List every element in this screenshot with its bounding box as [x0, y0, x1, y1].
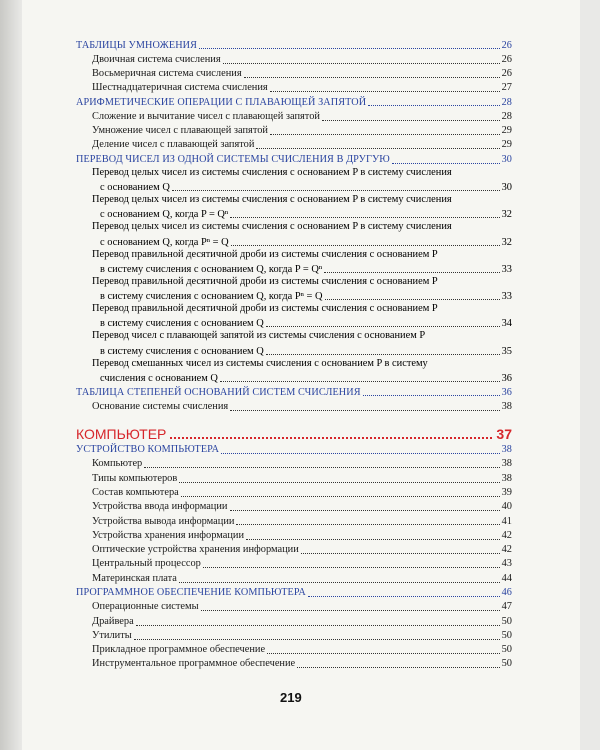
- toc-item: [76, 656, 512, 670]
- toc-page-number: 43: [501, 558, 512, 570]
- toc-item: [76, 485, 512, 499]
- toc-entry-title-line1: Перевод правильной десятичной дроби из системы счисления с основанием P: [92, 248, 438, 260]
- toc-item: [76, 613, 512, 627]
- toc-page-number: 26: [501, 53, 512, 65]
- toc-entry-title: Состав компьютера: [92, 486, 179, 498]
- toc-entry-title: ТАБЛИЦЫ УМНОЖЕНИЯ: [76, 39, 198, 51]
- toc-page-number: 50: [501, 629, 512, 641]
- toc-item: [76, 123, 512, 137]
- toc-item: [76, 80, 512, 94]
- toc-entry-title: Инструментальное программное обеспечение: [92, 658, 296, 670]
- toc-page-number: 26: [501, 67, 512, 79]
- toc-page-number: 32: [501, 236, 512, 248]
- toc-entry-title: Материнская плата: [92, 572, 177, 584]
- leader-dots: [322, 120, 500, 121]
- leader-dots: [179, 582, 500, 583]
- leader-dots: [179, 482, 499, 483]
- toc-entry-title-line2: с основанием Q: [100, 181, 170, 193]
- toc-page-number: 40: [501, 501, 512, 513]
- toc-item: [76, 570, 512, 584]
- leader-dots: [301, 553, 500, 554]
- toc-entry-title-line2: счисления с основанием Q: [100, 373, 218, 385]
- toc-item: [76, 137, 512, 151]
- toc-entry-title: Устройства ввода информации: [92, 501, 228, 513]
- toc-entry-title: ПЕРЕВОД ЧИСЕЛ ИЗ ОДНОЙ СИСТЕМЫ СЧИСЛЕНИЯ В ДРУГУЮ: [76, 153, 390, 165]
- leader-dots: [170, 437, 492, 439]
- leader-dots: [144, 467, 499, 468]
- toc-entry-title-line2: в систему счисления с основанием Q, когда Pⁿ = Q: [100, 291, 323, 303]
- leader-dots: [181, 496, 500, 497]
- toc-page-number: 33: [501, 263, 512, 275]
- chapter-title: КОМПЬЮТЕР: [76, 425, 167, 442]
- toc-entry-title-line1: Перевод целых чисел из системы счисления с основанием P в систему счисления: [92, 166, 452, 178]
- toc-item: [76, 275, 512, 302]
- toc-entry-title-line1: Перевод чисел с плавающей запятой из системы счисления с основанием P: [92, 330, 426, 342]
- toc-section-multiplication-tables: [76, 37, 512, 51]
- toc-entry-title: АРИФМЕТИЧЕСКИЕ ОПЕРАЦИИ С ПЛАВАЮЩЕЙ ЗАПЯТОЙ: [76, 96, 367, 108]
- toc-item: [76, 599, 512, 613]
- toc-page-number: 50: [501, 615, 512, 627]
- leader-dots: [230, 510, 500, 511]
- table-of-contents: [76, 37, 512, 670]
- leader-dots: [203, 567, 500, 568]
- leader-dots: [230, 410, 499, 411]
- toc-entry-title-line2: в систему счисления с основанием Q: [100, 345, 264, 357]
- leader-dots: [392, 163, 500, 164]
- toc-entry-title: УСТРОЙСТВО КОМПЬЮТЕРА: [76, 444, 220, 456]
- toc-item: [76, 357, 512, 384]
- toc-entry-title: Сложение и вычитание чисел с плавающей запятой: [92, 110, 320, 122]
- toc-entry-title: ПРОГРАММНОЕ ОБЕСПЕЧЕНИЕ КОМПЬЮТЕРА: [76, 587, 306, 599]
- toc-entry-title-line1: Перевод целых чисел из системы счисления с основанием P в систему счисления: [92, 221, 452, 233]
- toc-item: [76, 193, 512, 220]
- toc-entry-title-line2: в систему счисления с основанием Q, когда P = Qⁿ: [100, 263, 323, 275]
- toc-page-number: 33: [501, 291, 512, 303]
- toc-item: [76, 220, 512, 247]
- toc-section-base-conversion: [76, 151, 512, 165]
- toc-page-number: 28: [501, 110, 512, 122]
- leader-dots: [136, 625, 500, 626]
- toc-section-computer-structure: [76, 442, 512, 456]
- toc-item: [76, 470, 512, 484]
- toc-chapter-computer: [76, 422, 512, 442]
- toc-page-number: 28: [501, 96, 512, 108]
- toc-page-number: 38: [501, 400, 512, 412]
- toc-item: [76, 302, 512, 329]
- toc-item: [76, 628, 512, 642]
- toc-page-number: 38: [501, 444, 512, 456]
- toc-entry-title: Устройства хранения информации: [92, 529, 245, 541]
- toc-section-floating-point: [76, 94, 512, 108]
- toc-entry-title: Основание системы счисления: [92, 400, 229, 412]
- chapter-page-number: 37: [496, 425, 512, 442]
- leader-dots: [221, 453, 500, 454]
- toc-page-number: 36: [501, 386, 512, 398]
- toc-item: [76, 398, 512, 412]
- toc-entry-title-line2: в систему счисления с основанием Q: [100, 318, 264, 330]
- toc-page-number: 26: [501, 39, 512, 51]
- toc-item: [76, 108, 512, 122]
- toc-section-software: [76, 585, 512, 599]
- toc-page-number: 38: [501, 472, 512, 484]
- toc-page-number: 41: [501, 515, 512, 527]
- toc-entry-title: Типы компьютеров: [92, 472, 178, 484]
- toc-page-number: 47: [501, 601, 512, 613]
- book-spine-shadow: [0, 0, 22, 750]
- leader-dots: [270, 91, 500, 92]
- toc-page-number: 38: [501, 458, 512, 470]
- toc-entry-title-line1: Перевод смешанных чисел из системы счисления с основанием P в систему: [92, 357, 428, 369]
- leader-dots: [297, 667, 499, 668]
- leader-dots: [172, 190, 500, 191]
- toc-item: [76, 66, 512, 80]
- leader-dots: [256, 148, 499, 149]
- toc-entry-title: Драйвера: [92, 615, 134, 627]
- toc-item: [76, 248, 512, 275]
- leader-dots: [201, 610, 500, 611]
- toc-item: [76, 456, 512, 470]
- toc-page-number: 46: [501, 587, 512, 599]
- leader-dots: [236, 524, 499, 525]
- toc-page-number: 34: [501, 318, 512, 330]
- toc-page-number: 50: [501, 658, 512, 670]
- toc-entry-title: Прикладное программное обеспечение: [92, 644, 266, 656]
- toc-item: [76, 51, 512, 65]
- toc-page-number: 29: [501, 125, 512, 137]
- toc-entry-title: Шестнадцатеричная система счисления: [92, 82, 268, 94]
- toc-item: [76, 329, 512, 356]
- toc-entry-title: ТАБЛИЦА СТЕПЕНЕЙ ОСНОВАНИЙ СИСТЕМ СЧИСЛЕНИЯ: [76, 386, 361, 398]
- toc-entry-title: Деление чисел с плавающей запятой: [92, 139, 255, 151]
- leader-dots: [363, 395, 500, 396]
- toc-page-number: 30: [501, 181, 512, 193]
- toc-item: [76, 556, 512, 570]
- toc-entry-title-line2: с основанием Q, когда P = Qⁿ: [100, 209, 229, 221]
- toc-entry-title: Оптические устройства хранения информации: [92, 544, 299, 556]
- leader-dots: [266, 326, 500, 327]
- page-number: 219: [280, 690, 302, 705]
- leader-dots: [266, 354, 500, 355]
- toc-entry-title: Компьютер: [92, 458, 143, 470]
- leader-dots: [246, 539, 500, 540]
- leader-dots: [267, 653, 500, 654]
- toc-page-number: 39: [501, 486, 512, 498]
- leader-dots: [270, 134, 500, 135]
- toc-entry-title: Умножение чисел с плавающей запятой: [92, 125, 268, 137]
- toc-entry-title: Двоичная система счисления: [92, 53, 221, 65]
- leader-dots: [231, 245, 500, 246]
- toc-page-number: 36: [501, 373, 512, 385]
- toc-entry-title: Операционные системы: [92, 601, 199, 613]
- leader-dots: [134, 639, 500, 640]
- leader-dots: [244, 77, 500, 78]
- toc-page-number: 32: [501, 209, 512, 221]
- toc-item: [76, 527, 512, 541]
- toc-page-number: 42: [501, 544, 512, 556]
- toc-page-number: 42: [501, 529, 512, 541]
- toc-item: [76, 166, 512, 193]
- toc-page-number: 50: [501, 644, 512, 656]
- leader-dots: [368, 105, 499, 106]
- toc-entry-title: Восьмеричная система счисления: [92, 67, 242, 79]
- toc-item: [76, 642, 512, 656]
- toc-page-number: 44: [501, 572, 512, 584]
- leader-dots: [325, 299, 500, 300]
- leader-dots: [199, 48, 500, 49]
- toc-page-number: 35: [501, 345, 512, 357]
- toc-item: [76, 513, 512, 527]
- toc-entry-title: Центральный процессор: [92, 558, 201, 570]
- toc-item: [76, 542, 512, 556]
- toc-entry-title-line1: Перевод целых чисел из системы счисления с основанием P в систему счисления: [92, 193, 452, 205]
- leader-dots: [223, 63, 500, 64]
- toc-page-number: 27: [501, 82, 512, 94]
- toc-item: [76, 499, 512, 513]
- leader-dots: [220, 381, 500, 382]
- leader-dots: [324, 272, 500, 273]
- toc-page-number: 29: [501, 139, 512, 151]
- leader-dots: [308, 596, 500, 597]
- leader-dots: [230, 217, 499, 218]
- toc-entry-title: Устройства вывода информации: [92, 515, 235, 527]
- toc-entry-title: Утилиты: [92, 629, 132, 641]
- toc-entry-title-line1: Перевод правильной десятичной дроби из системы счисления с основанием P: [92, 303, 438, 315]
- toc-section-powers-table: [76, 384, 512, 398]
- toc-page-number: 30: [501, 153, 512, 165]
- toc-entry-title-line2: с основанием Q, когда Pⁿ = Q: [100, 236, 229, 248]
- toc-entry-title-line1: Перевод правильной десятичной дроби из системы счисления с основанием P: [92, 275, 438, 287]
